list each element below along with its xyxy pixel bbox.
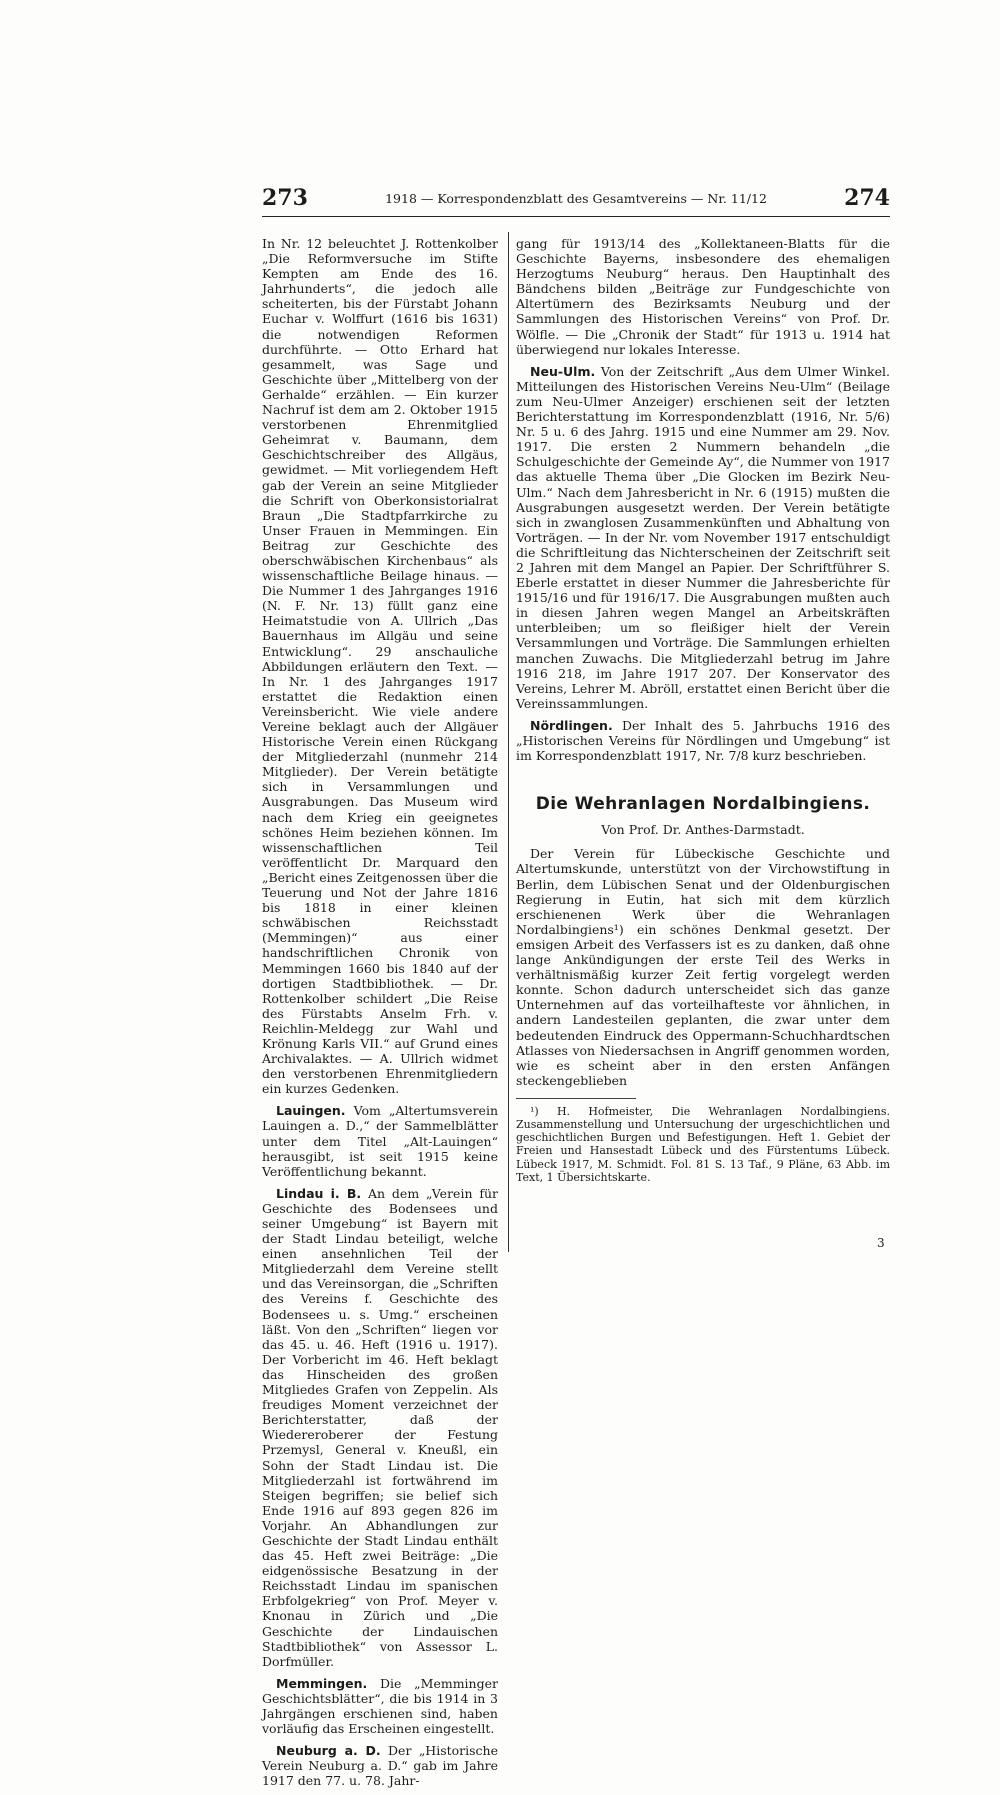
paragraph-text: Der „Historische Verein Neuburg a. D.“ gab im Jahre 1917 den 77. u. 78. Jahr- <box>262 1743 498 1789</box>
paragraph-text: Der Inhalt des 5. Jahrbuchs 1916 des „Historischen Vereins für Nördlingen und Umgebung“ ist im Korrespondenzblatt 1917, Nr. 7/8 kurz beschrieben. <box>516 717 890 764</box>
signature-mark: 3 <box>877 1236 885 1250</box>
paragraph-text: Von der Zeitschrift „Aus dem Ulmer Winkel. Mitteilungen des Historischen Vereins Neu-Ulm“ (Beilage zum Neu-Ulmer Anzeiger) erschienen seit der letzten Berichterstattung im Korrespondenzblatt (1916, Nr. 5/6) Nr. 5 u. 6 des Jahrg. 1915 und eine Nummer am 29. Nov. 1917. Die ersten 2 Nummern behandeln „die Schulgeschichte der Gemeinde Ay“, die Nummer von 1917 das aktuelle Thema über „Die Glocken im Bezirk Neu-Ulm.“ Nach dem Jahresbericht in Nr. 6 (1915) mußten die Ausgrabungen ausgesetzt werden. Der Verein betätigte sich in zwanglosen Zusammenkünften und Abhaltung von Vorträgen. — In der Nr. vom November 1917 entschuldigt die Schriftleitung das Nichterscheinen der Zeitschrift seit 2 Jahren mit dem Mangel an Papier. Der Schriftführer S. Eberle erstattet in dieser Nummer die Jahresberichte für 1915/16 und für 1916/17. Die Ausgrabungen mußten auch in diesen Jahren wegen Mangel an Arbeitskräften unterbleiben; um so fleißiger hielt der Verein Versammlungen und Vorträge. Die Sammlungen erhielten manchen Zuwachs. Die Mitgliederzahl betrug im Jahre 1916 218, im Jahre 1917 207. Der Konservator des Vereins, Lehrer M. Abröll, erstattet einen Bericht über die Vereinssammlungen. <box>516 363 890 711</box>
running-title: 1918 — Korrespondenzblatt des Gesamtvereins — Nr. 11/12 <box>385 191 767 206</box>
place-heading: Neu-Ulm. <box>530 363 596 379</box>
paragraph-noerdlingen <box>516 718 890 763</box>
footnote: ¹) H. Hofmeister, Die Wehranlagen Nordalbingiens. Zusammenstellung und Untersuchung der urgeschichtlichen und geschichtlichen Burgen und Befestigungen. Heft 1. Gebiet der Freien und Hansestadt Lübeck und des Fürstentums Lübeck. Lübeck 1917, M. Schmidt. Fol. 81 S. 13 Taf., 9 Pläne, 63 Abb. im Text, 1 Übersichtskarte. <box>516 1104 890 1184</box>
place-heading: Neuburg a. D. <box>276 1743 381 1759</box>
paragraph-text: An dem „Verein für Geschichte des Bodensees und seiner Umgebung“ ist Bayern mit der Stadt Lindau beteiligt, welche einen ansehnlichen Teil der Mitgliederzahl dem Vereine stellt und das Vereinsorgan, die „Schriften des Vereins f. Geschichte des Bodensees u. s. Umg.“ erscheinen läßt. Von den „Schriften“ liegen vor das 45. u. 46. Heft (1916 u. 1917). Der Vorbericht im 46. Heft beklagt das Hinscheiden des großen Mitgliedes Grafen von Zeppelin. Als freudiges Moment verzeichnet der Berichterstatter, daß der Wiedereroberer der Festung Przemysl, General v. Kneußl, ein Sohn der Stadt Lindau ist. Die Mitgliederzahl ist fortwährend im Steigen begriffen; sie belief sich Ende 1916 auf 893 gegen 826 im Vorjahr. An Abhandlungen zur Geschichte der Stadt Lindau enthält das 45. Heft zwei Beiträge: „Die eidgenössische Besatzung in der Reichsstadt Lindau im spanischen Erbfolgekrieg“ von Prof. Meyer v. Knonau in Zürich und „Die Geschichte der Lindauischen Stadtbibliothek“ von Assessor L. Dorfmüller. <box>262 1185 498 1669</box>
paragraph-kempten: In Nr. 12 beleuchtet J. Rottenkolber „Die Reformversuche im Stifte Kempten am Ende des 16. Jahrhunderts“, die jedoch alle scheiterten, bis der Fürstabt Johann Euchar v. Wolffurt (1616 bis 1631) die notwendigen Reformen durchführte. — Otto Erhard hat gesammelt, was Sage und Geschichte über „Mittelberg von der Gerhalde“ erzählen. — Ein kurzer Nachruf ist dem am 2. Oktober 1915 verstorbenen Ehrenmitglied Geheimrat v. Baumann, dem Geschichtschreiber des Allgäus, gewidmet. — Mit vorliegendem Heft gab der Verein an seine Mitglieder die Schrift von Oberkonsistorialrat Braun „Die Stadtpfarrkirche zu Unser Frauen in Memmingen. Ein Beitrag zur Geschichte des oberschwäbischen Kirchenbaus“ als wissenschaftliche Beilage hinaus. — Die Nummer 1 des Jahrganges 1916 (N. F. Nr. 13) füllt ganz eine Heimatstudie von A. Ullrich „Das Bauernhaus im Allgäu und seine Entwicklung“. 29 anschauliche Abbildungen erläutern den Text. — In Nr. 1 des Jahrganges 1917 erstattet die Redaktion einen Vereinsbericht. Wie viele andere Vereine beklagt auch der Allgäuer Historische Verein einen Rückgang der Mitgliederzahl (nunmehr 214 Mitglieder). Der Verein betätigte sich in Versammlungen und Ausgrabungen. Das Museum wird nach dem Krieg ein geeignetes schönes Heim beziehen können. Im wissenschaftlichen Teil veröffentlicht Dr. Marquard den „Bericht eines Zeitgenossen über die Teuerung und Not der Jahre 1816 bis 1818 in einer kleinen schwäbischen Reichsstadt (Memmingen)“ aus einer handschriftlichen Chronik von Memmingen 1660 bis 1840 auf der dortigen Stadtbibliothek. — Dr. Rottenkolber schildert „Die Reise des Fürstabts Anselm Frh. v. Reichlin-Meldegg zur Wahl und Krönung Karls VII.“ auf Grund eines Archivalaktes. — A. Ullrich widmet den verstorbenen Ehrenmitgliedern ein kurzes Gedenken. <box>262 236 498 1097</box>
page-number-right: 274 <box>844 185 890 211</box>
paragraph-lindau <box>262 1186 498 1669</box>
paragraph-text: Die „Memminger Geschichtsblätter“, die bis 1914 in 3 Jahrgängen erschienen sind, haben vorläufig das Erscheinen eingestellt. <box>262 1675 498 1737</box>
page-number-left: 273 <box>262 185 308 211</box>
header-rule <box>262 216 890 217</box>
article-byline: Von Prof. Dr. Anthes-Darmstadt. <box>601 822 805 838</box>
paragraph-neuburg-continued: gang für 1913/14 des „Kollektaneen-Blatts für die Geschichte Bayerns, insbesondere des ehemaligen Herzogtums Neuburg“ heraus. Den Hauptinhalt des Bändchens bilden „Beiträge zur Fundgeschichte von Altertümern des Bezirksamts Neuburg und der Sammlungen des Historischen Vereins“ von Prof. Dr. Wölfle. — Die „Chronik der Stadt“ für 1913 u. 1914 hat überwiegend nur lokales Interesse. <box>516 236 890 357</box>
place-heading: Lindau i. B. <box>276 1185 362 1201</box>
page-header <box>262 185 890 219</box>
place-heading: Memmingen. <box>276 1675 368 1691</box>
left-column <box>262 236 498 1795</box>
place-heading: Lauingen. <box>276 1103 346 1119</box>
footnote-rule <box>516 1098 636 1099</box>
paragraph-lauingen <box>262 1103 498 1178</box>
paragraph-memmingen <box>262 1676 498 1736</box>
paragraph-neu-ulm <box>516 364 890 711</box>
paragraph-neuburg <box>262 1743 498 1788</box>
column-divider <box>508 232 509 1252</box>
right-column <box>516 236 890 1184</box>
paragraph-text: Vom „Altertumsverein Lauingen a. D.,“ der Sammelblätter unter dem Titel „Alt-Lauingen“ herausgibt, ist seit 1915 keine Veröffentlichung bekannt. <box>262 1103 498 1179</box>
article-paragraph: Der Verein für Lübeckische Geschichte und Altertumskunde, unterstützt von der Virchowstiftung in Berlin, dem Lübischen Senat und der Oldenburgischen Regierung in Eutin, hat sich mit dem kürzlich erschienenen Werk über die Wehranlagen Nordalbingiens¹) ein schönes Denkmal gesetzt. Der emsigen Arbeit des Verfassers ist es zu danken, daß ohne lange Ankündigungen der erste Teil des Werks in verhältnismäßig kurzer Zeit fertig vorgelegt werden konnte. Schon dadurch unterscheidet sich das ganze Unternehmen auf das vorteilhafteste vor ähnlichen, in andern Landesteilen geplanten, die zwar unter dem bedeutenden Eindruck des Oppermann-Schuchhardtschen Atlasses von Niedersachsen in Angriff genommen worden, wie es scheint aber in den ersten Anfängen steckengeblieben <box>516 846 890 1088</box>
place-heading: Nördlingen. <box>530 717 613 733</box>
article-title: Die Wehranlagen Nordalbingiens. <box>535 794 871 815</box>
